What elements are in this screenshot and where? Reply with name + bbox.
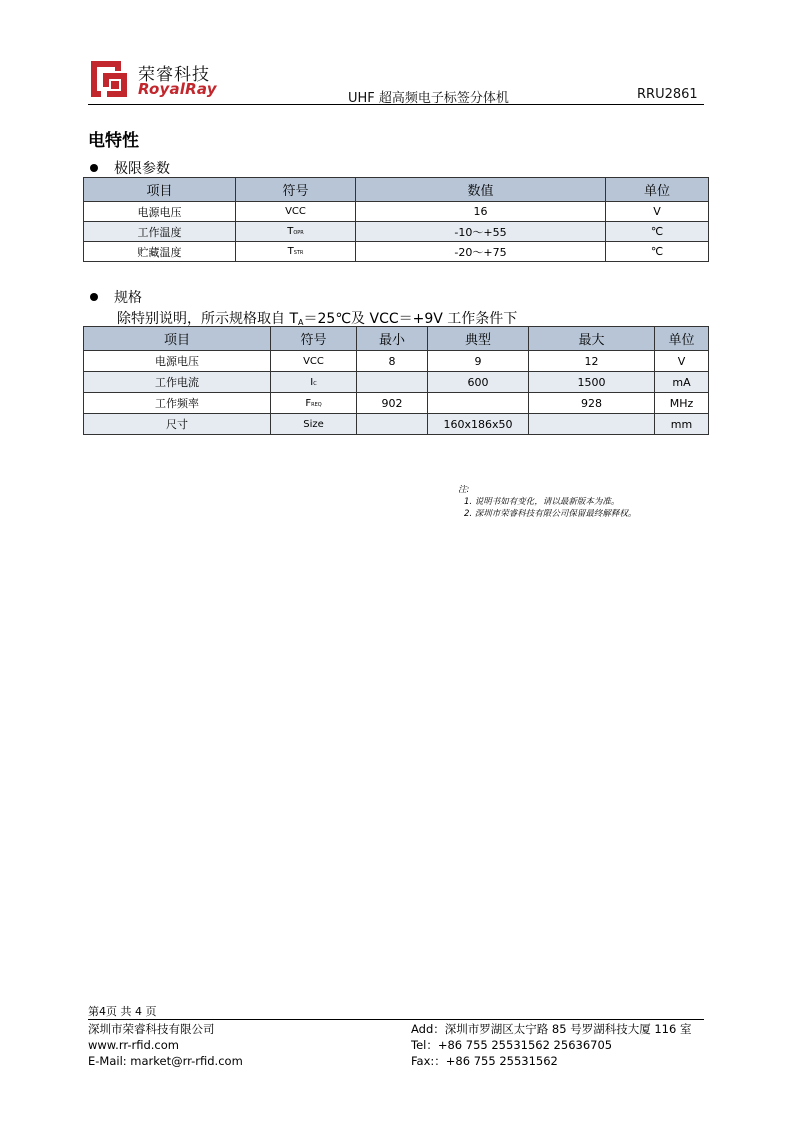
bullet-icon	[90, 164, 98, 172]
cell-unit: ℃	[606, 242, 709, 262]
spec-conditions: 除特别说明，所示规格取自 $T_A=25℃$及 VCC＝+9V 工作条件下	[117, 311, 518, 327]
cell-item: 电源电压	[84, 202, 236, 222]
table-header-row	[84, 327, 709, 351]
cell-item: 工作频率	[84, 393, 271, 414]
cell-item: 贮藏温度	[84, 242, 236, 262]
column-header: 项目	[84, 178, 236, 202]
cell-max: 1500	[529, 372, 655, 393]
cell-min	[357, 372, 428, 393]
limits-heading	[90, 158, 170, 178]
cell-symbol: TSTR	[236, 242, 356, 262]
column-header: 典型	[428, 327, 529, 351]
table-row	[84, 372, 709, 393]
footer-company: 深圳市荣睿科技有限公司	[88, 1022, 215, 1036]
cell-symbol: FREQ	[271, 393, 357, 414]
table-header-row	[84, 178, 709, 202]
column-header: 符号	[236, 178, 356, 202]
column-header: 符号	[271, 327, 357, 351]
royalray-logo-icon	[88, 58, 130, 100]
cell-value: -10～+55	[356, 222, 606, 242]
limits-heading-text: 极限参数	[114, 161, 170, 177]
footer-divider	[88, 1019, 704, 1020]
footer-fax: Fax:：+86 755 25531562	[411, 1054, 558, 1068]
column-header: 最大	[529, 327, 655, 351]
notes-label: 注:	[458, 485, 470, 495]
table-row	[84, 393, 709, 414]
bullet-icon	[90, 293, 98, 301]
column-header: 项目	[84, 327, 271, 351]
cell-unit: mm	[655, 414, 709, 435]
note-item: 2. 深圳市荣睿科技有限公司保留最终解释权。	[464, 509, 637, 519]
cell-item: 工作温度	[84, 222, 236, 242]
document-title: UHF 超高频电子标签分体机	[348, 91, 509, 106]
specs-table	[83, 326, 709, 435]
footer-left	[88, 1021, 243, 1069]
table-row	[84, 222, 709, 242]
footer-email[interactable]: E-Mail: market@rr-rfid.com	[88, 1054, 243, 1068]
table-row	[84, 202, 709, 222]
cell-value: -20～+75	[356, 242, 606, 262]
column-header: 最小	[357, 327, 428, 351]
cell-typ: 160x186x50	[428, 414, 529, 435]
cell-symbol: VCC	[236, 202, 356, 222]
footer-tel: Tel：+86 755 25531562 25636705	[411, 1038, 613, 1052]
cell-typ: 9	[428, 351, 529, 372]
table-row	[84, 351, 709, 372]
cell-min	[357, 414, 428, 435]
cell-max: 12	[529, 351, 655, 372]
footer-right	[411, 1021, 691, 1069]
cell-unit: mA	[655, 372, 709, 393]
specs-heading-text: 规格	[114, 290, 142, 306]
cell-min: 8	[357, 351, 428, 372]
cell-unit: V	[655, 351, 709, 372]
table-row	[84, 414, 709, 435]
cell-symbol: TOPR	[236, 222, 356, 242]
cell-typ: 600	[428, 372, 529, 393]
footer-website[interactable]: www.rr-rfid.com	[88, 1038, 179, 1052]
notes	[458, 484, 636, 520]
cell-item: 电源电压	[84, 351, 271, 372]
column-header: 数值	[356, 178, 606, 202]
brand-name-cn: 荣睿科技	[138, 65, 210, 85]
page-number: 第4页 共 4 页	[88, 1005, 157, 1018]
section-title: 电特性	[88, 131, 139, 151]
footer-address: Add：深圳市罗湖区太宁路 85 号罗湖科技大厦 116 室	[411, 1022, 692, 1036]
column-header: 单位	[655, 327, 709, 351]
cell-unit: MHz	[655, 393, 709, 414]
table-row	[84, 242, 709, 262]
cell-max: 928	[529, 393, 655, 414]
model-number: RRU2861	[637, 87, 698, 102]
cell-value: 16	[356, 202, 606, 222]
cell-symbol: Size	[271, 414, 357, 435]
note-item: 1. 说明书如有变化，请以最新版本为准。	[464, 497, 620, 507]
specs-heading	[90, 287, 142, 307]
column-header: 单位	[606, 178, 709, 202]
cell-item: 工作电流	[84, 372, 271, 393]
cell-min: 902	[357, 393, 428, 414]
cell-unit: ℃	[606, 222, 709, 242]
cell-symbol: VCC	[271, 351, 357, 372]
brand-name-en: RoyalRay	[138, 80, 217, 98]
cell-item: 尺寸	[84, 414, 271, 435]
header-divider	[88, 104, 704, 105]
cell-typ	[428, 393, 529, 414]
cell-symbol: IC	[271, 372, 357, 393]
limits-table	[83, 177, 709, 262]
cell-unit: V	[606, 202, 709, 222]
cell-max	[529, 414, 655, 435]
